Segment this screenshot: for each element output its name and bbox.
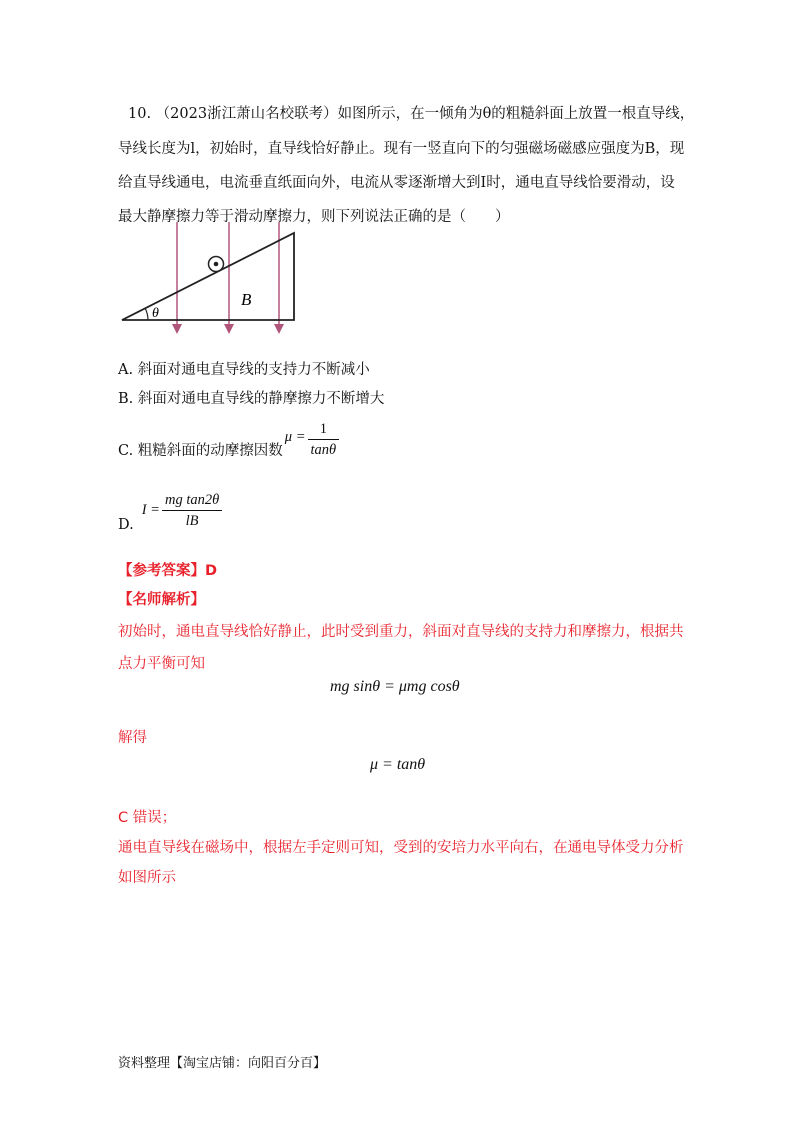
field-label: B [241, 290, 252, 309]
analysis-para2-line1: 通电直导线在磁场中，根据左手定则可知，受到的安培力水平向右，在通电导体受力分析 [118, 840, 684, 856]
analysis-para1-line1: 初始时，通电直导线恰好静止，此时受到重力，斜面对直导线的支持力和摩擦力，根据共 [118, 624, 684, 640]
option-d-numerator: mg tan2θ [162, 491, 222, 511]
option-c-numerator: 1 [308, 420, 340, 440]
option-a: A. 斜面对通电直导线的支持力不断减小 [118, 362, 370, 378]
solve-label: 解得 [118, 730, 147, 746]
question-line-2: 导线长度为l，初始时，直导线恰好静止。现有一竖直向下的匀强磁场磁感应强度为B，现 [118, 141, 685, 157]
incline-figure [110, 222, 310, 340]
option-d-denominator: lB [185, 512, 199, 529]
option-b: B. 斜面对通电直导线的静摩擦力不断增大 [118, 391, 385, 407]
angle-arc [145, 308, 148, 320]
equation-1: mg sinθ = μmg cosθ [330, 678, 460, 695]
analysis-heading: 【名师解析】 [118, 592, 205, 608]
field-arrow-2 [224, 324, 234, 334]
option-d-fraction [162, 491, 222, 530]
footer-source: 资料整理【淘宝店铺：向阳百分百】 [118, 1056, 327, 1071]
angle-label: θ [152, 306, 159, 321]
question-line-1: 10. （2023浙江萧山名校联考）如图所示，在一倾角为θ的粗糙斜面上放置一根直导线， [128, 106, 695, 122]
option-c-lhs: μ = [284, 429, 306, 445]
option-c-fraction [308, 420, 340, 459]
equation-2: μ = tanθ [370, 756, 426, 773]
c-wrong-note: C 错误； [118, 810, 177, 826]
field-arrow-3 [274, 324, 284, 334]
question-line-4: 最大静摩擦力等于滑动摩擦力，则下列说法正确的是（ ） [118, 209, 510, 225]
field-arrow-1 [172, 324, 182, 334]
option-c [118, 419, 339, 460]
question-line-3: 给直导线通电，电流垂直纸面向外，电流从零逐渐增大到I时，通电直导线恰要滑动，设 [118, 175, 675, 191]
option-d [118, 487, 222, 533]
option-c-text: C. 粗糙斜面的动摩擦因数 [118, 443, 283, 459]
current-out-of-page-icon [209, 257, 224, 272]
field-lines [172, 222, 284, 334]
option-d-lhs: I = [141, 501, 160, 518]
analysis-para2-line2: 如图所示 [118, 870, 176, 886]
option-d-label: D. [118, 517, 134, 533]
reference-answer: 【参考答案】D [118, 563, 218, 579]
analysis-para1-line2: 点力平衡可知 [118, 656, 205, 672]
option-c-denominator: tanθ [310, 442, 337, 458]
incline-triangle [122, 233, 294, 320]
